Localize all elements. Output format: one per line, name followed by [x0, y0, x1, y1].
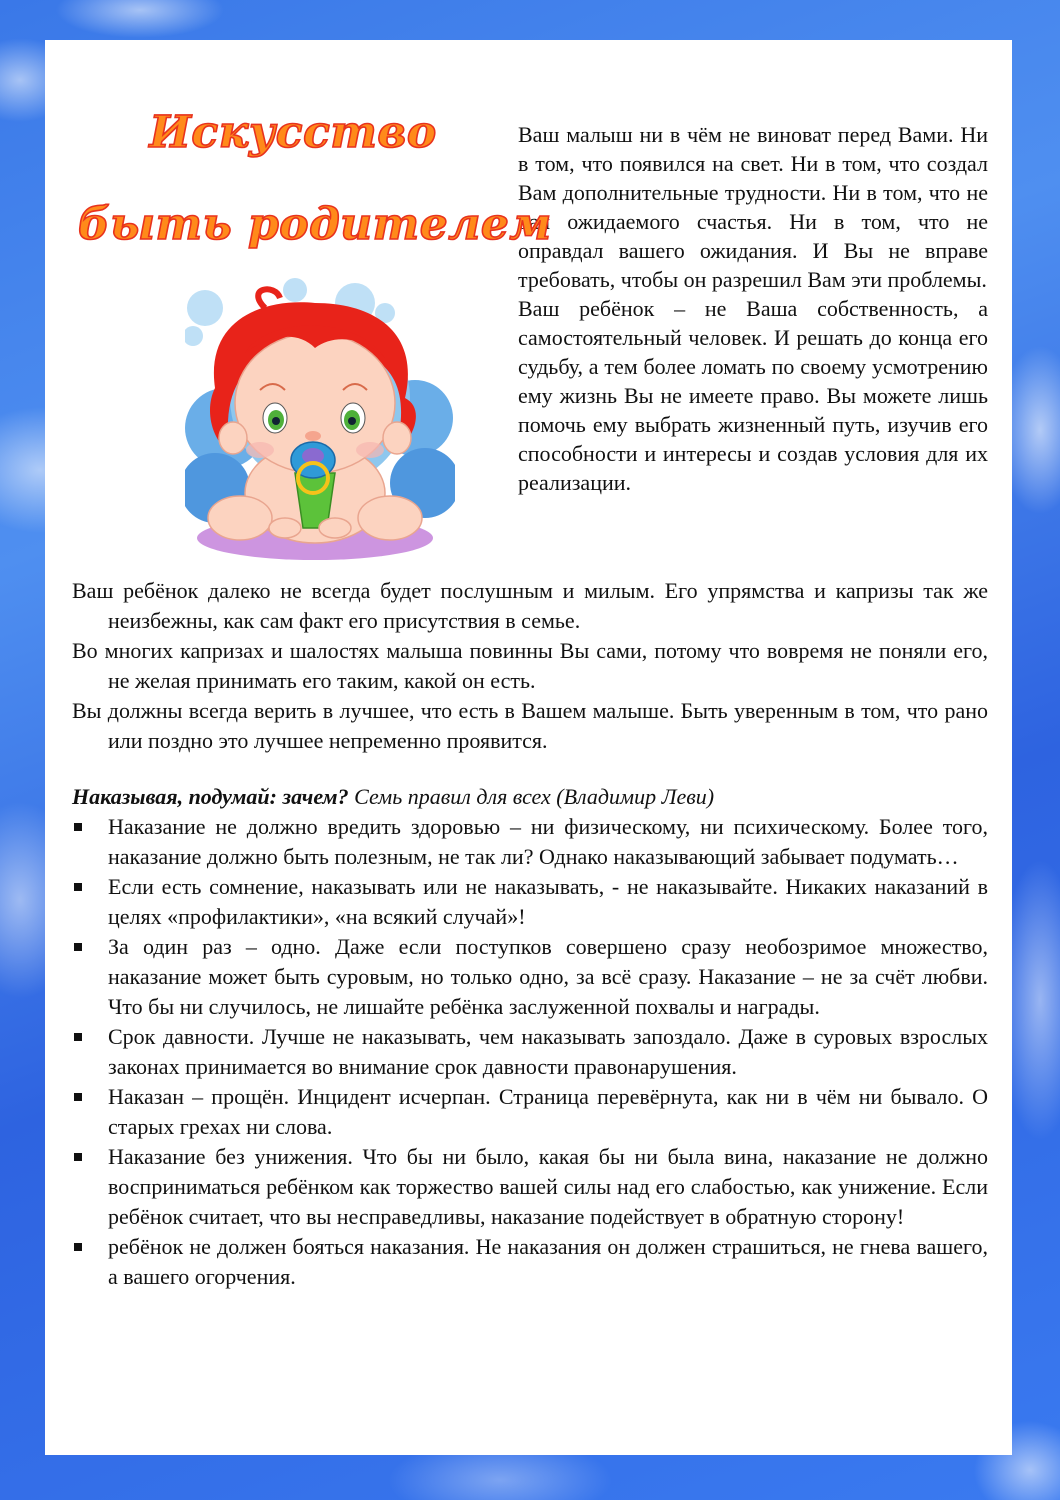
body-paragraph: Во многих капризах и шалостях малыша повинны Вы сами, потому что вовремя не поняли его, не желая принимать его таким, какой он есть. — [72, 638, 988, 693]
square-bullet-icon — [74, 823, 82, 831]
page-title — [78, 107, 552, 250]
rule-text: Если есть сомнение, наказывать или не наказывать, - не наказывайте. Никаких наказаний в целях «профилактики», «на всякий случай»! — [108, 874, 988, 929]
square-bullet-icon — [74, 1093, 82, 1101]
rule-item — [72, 1232, 988, 1292]
rule-item — [72, 1082, 988, 1142]
rule-item — [72, 932, 988, 1022]
intro-text — [518, 120, 988, 497]
rule-text: ребёнок не должен бояться наказания. Не наказания он должен страшиться, не гнева вашего, а вашего огорчения. — [108, 1234, 988, 1289]
intro-paragraph: Ваш ребёнок – не Ваша собственность, а самостоятельный человек. И решать до конца его судьбу, а тем более ломать по своему усмотрению ему жизнь Вы не имеете право. Вы можете лишь помочь ему выбрать жизненный путь, изучив его способности и интересы и создав условия для их реализации. — [518, 296, 988, 495]
rules-heading-bold: Наказывая, подумай: зачем? — [72, 784, 349, 809]
square-bullet-icon — [74, 1033, 82, 1041]
rule-item — [72, 1022, 988, 1082]
rule-text: Наказан – прощён. Инцидент исчерпан. Страница перевёрнута, как ни в чём ни бывало. О старых грехах ни слова. — [108, 1084, 988, 1139]
rule-item — [72, 1142, 988, 1232]
rule-text: За один раз – одно. Даже если поступков совершено сразу необозримое множество, наказание может быть суровым, но только одно, за всё сразу. Наказание – не за счёт любви. Что бы ни случилось, не лишайте ребёнка заслуженной похвалы и награды. — [108, 934, 988, 1019]
rule-item — [72, 872, 988, 932]
rule-item — [72, 812, 988, 872]
rule-text: Срок давности. Лучше не наказывать, чем наказывать запоздало. Даже в суровых взрослых законах принимается во внимание срок давности правонарушения. — [108, 1024, 988, 1079]
intro-paragraph: Ваш малыш ни в чём не виноват перед Вами. Ни в том, что появился на свет. Ни в том, что создал Вам дополнительные трудности. Ни в том, что не дал ожидаемого счастья. Ни в том, что не оправдал вашего ожидания. И Вы не вправе требовать, чтобы он разрешил Вам эти проблемы. — [518, 122, 988, 292]
square-bullet-icon — [74, 1243, 82, 1251]
title-line-2: быть родителем — [78, 199, 552, 250]
body-paragraph: Вы должны всегда верить в лучшее, что есть в Вашем малыше. Быть уверенным в том, что рано или поздно это лучшее непременно проявится. — [72, 698, 988, 753]
rules-list — [72, 812, 988, 1292]
square-bullet-icon — [74, 883, 82, 891]
body-text — [72, 576, 988, 756]
baby-illustration — [185, 278, 455, 563]
rules-heading — [72, 782, 988, 812]
rule-text: Наказание не должно вредить здоровью – ни физическому, ни психическому. Более того, наказание должно быть полезным, не так ли? Однако наказывающий забывает подумать… — [108, 814, 988, 869]
rule-text: Наказание без унижения. Что бы ни было, какая бы ни была вина, наказание не должно восприниматься ребёнком как торжество вашей силы над его слабостью, как унижение. Если ребёнок считает, что вы несправедливы, наказание подействует в обратную сторону! — [108, 1144, 988, 1229]
rules-heading-subtitle: Семь правил для всех (Владимир Леви) — [354, 784, 715, 809]
body-paragraph: Ваш ребёнок далеко не всегда будет послушным и милым. Его упрямства и капризы так же неизбежны, как сам факт его присутствия в семье. — [72, 578, 988, 633]
square-bullet-icon — [74, 943, 82, 951]
square-bullet-icon — [74, 1153, 82, 1161]
title-line-1: Искусство — [149, 107, 437, 158]
